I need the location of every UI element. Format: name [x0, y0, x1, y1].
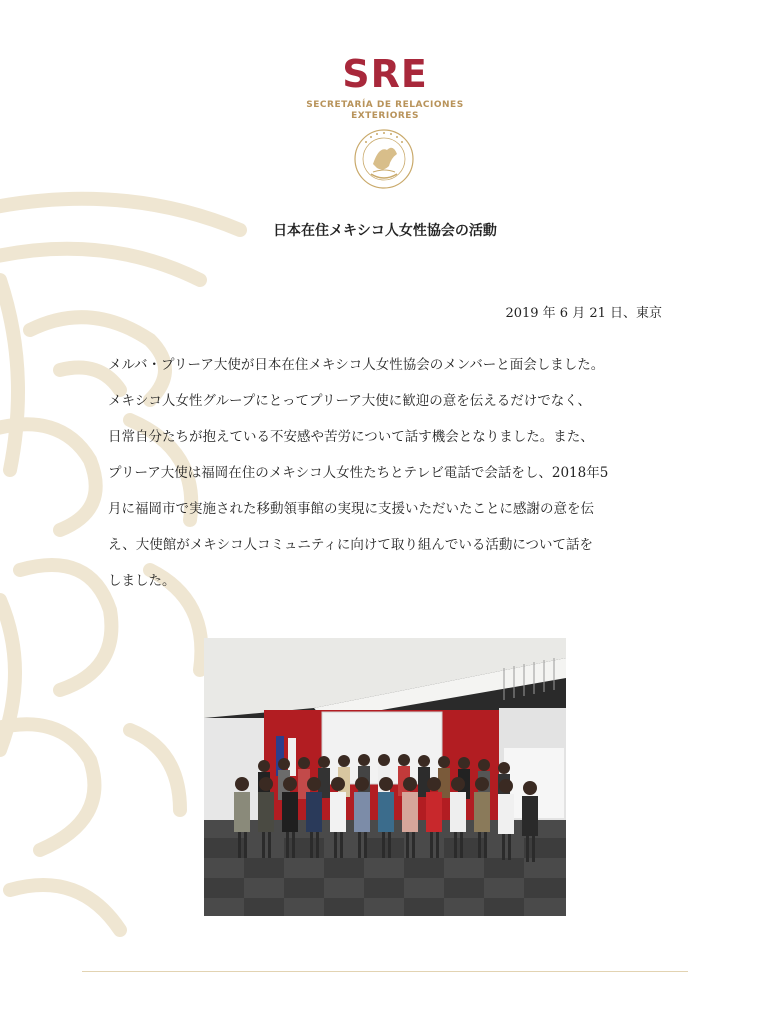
body-line: プリーア大使は福岡在住のメキシコ人女性たちとテレビ電話で会話をし、2018年5	[108, 465, 609, 481]
logo-subtitle-line1: SECRETARÍA DE RELACIONES	[306, 100, 464, 110]
body-paragraph	[108, 355, 678, 607]
date-location: 2019 年 6 月 21 日、東京	[505, 306, 662, 321]
group-photo	[204, 638, 566, 916]
body-line: 日常自分たちが抱えている不安感や苦労について話す機会となりました。また、	[108, 429, 594, 445]
body-line: しました。	[108, 573, 176, 589]
document-title: 日本在住メキシコ人女性協会の活動	[273, 223, 497, 239]
coat-of-arms-seal-icon	[353, 128, 415, 190]
sre-logo: SRE	[342, 52, 428, 96]
footer-divider	[82, 971, 688, 972]
body-line: メキシコ人女性グループにとってプリーア大使に歓迎の意を伝えるだけでなく、	[108, 393, 592, 409]
body-line: メルバ・プリーア大使が日本在住メキシコ人女性協会のメンバーと面会しました。	[108, 357, 605, 373]
body-line: え、大使館がメキシコ人コミュニティに向けて取り組んでいる活動について話を	[108, 537, 594, 553]
logo-subtitle-line2: EXTERIORES	[351, 111, 419, 121]
body-line: 月に福岡市で実施された移動領事館の実現に支援いただいたことに感謝の意を伝	[108, 501, 594, 517]
